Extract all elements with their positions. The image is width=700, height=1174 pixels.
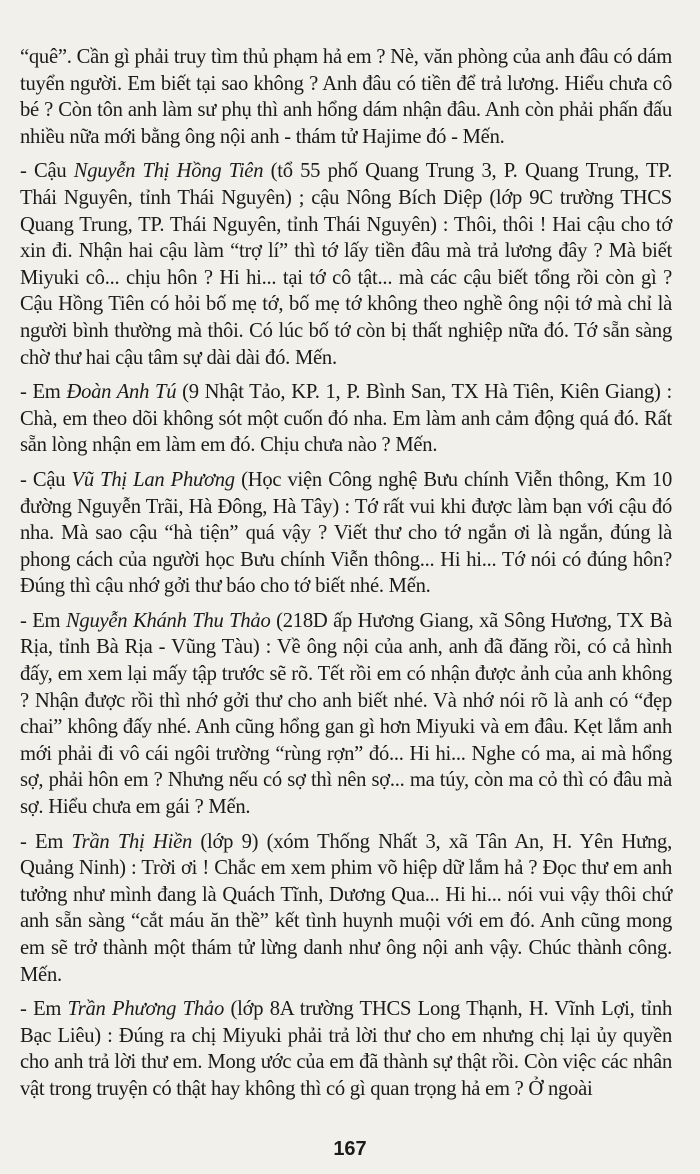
paragraph-prefix: - Em xyxy=(20,609,66,632)
page-number: 167 xyxy=(333,1138,367,1160)
paragraph xyxy=(20,158,672,371)
paragraph-prefix: - Cậu xyxy=(20,468,72,491)
recipient-name: Vũ Thị Lan Phương xyxy=(71,468,235,491)
recipient-name: Đoàn Anh Tú xyxy=(66,381,177,404)
paragraph-text: (lớp 9) (xóm Thống Nhất 3, xã Tân An, H. Yên Hưng, Quảng Ninh) : Trời ơi ! Chắc em xem phim võ hiệp dữ lắm hả ? Đọc thư em anh tưởng như mình đang là Quách Tĩnh, Dương Qua... Hi hi... nói vui vậy thôi chứ anh sẵn sàng “cắt máu ăn thề” kết tình huynh muội với em đó. Anh cũng mong em sẽ trở thành một thám tử lừng danh như ông nội anh vậy. Chúc thành công. Mến. xyxy=(20,830,672,986)
paragraph-prefix: - Em xyxy=(20,830,72,853)
paragraph xyxy=(20,996,672,1102)
paragraph-text: (9 Nhật Tảo, KP. 1, P. Bình San, TX Hà Tiên, Kiên Giang) : Chà, em theo dõi không sót một cuốn đó nha. Em làm anh cảm động quá đó. Rất sẵn lòng nhận em làm em đó. Chịu chưa nào ? Mến. xyxy=(20,381,672,457)
paragraph-prefix: - Em xyxy=(20,381,67,404)
recipient-name: Trần Thị Hiền xyxy=(71,830,193,853)
paragraph-text: (tổ 55 phố Quang Trung 3, P. Quang Trung, TP. Thái Nguyên, tỉnh Thái Nguyên) ; cậu Nông Bích Diệp (lớp 9C trường THCS Quang Trung, TP. Thái Nguyên, tỉnh Thái Nguyên) : Thôi, thôi ! Hai cậu cho tớ xin đi. Nhận hai cậu làm “trợ lí” thì tớ lấy tiền đâu mà trả lương đây ? Mà biết Miyuki cô... chịu hôn ? Hi hi... tại tớ cô tật... mà các cậu biết tổng rồi còn gì ? Cậu Hồng Tiên có hỏi bố mẹ tớ, bố mẹ tớ không theo nghề ông nội tớ mà chỉ là người bình thường mà thôi. Có lúc bố tớ còn bị thất nghiệp nữa đó. Tớ sẵn sàng chờ thư hai cậu tâm sự dài dài đó. Mến. xyxy=(20,160,672,369)
paragraph-text: “quê”. Cần gì phải truy tìm thủ phạm hả em ? Nè, văn phòng của anh đâu có dám tuyển người. Em biết tại sao không ? Anh đâu có tiền để trả lương. Hiểu chưa cô bé ? Còn tôn anh làm sư phụ thì anh hổng dám nhận đâu. Anh còn phải phấn đấu nhiều nữa mới bằng ông nội anh - thám tử Hajime đó - Mến. xyxy=(20,46,672,148)
paragraph xyxy=(20,379,672,459)
paragraph-text: (Học viện Công nghệ Bưu chính Viễn thông, Km 10 đường Nguyễn Trãi, Hà Đông, Hà Tây) : Tớ rất vui khi được làm bạn với cậu đó nha. Mà sao cậu “hà tiện” quá vậy ? Viết thư cho tớ ngắn ơi là ngắn, đúng là phong cách của người học Bưu chính Viễn thông... Hi hi... Tớ nói có đúng hôn? Đúng thì cậu nhớ gởi thư báo cho tớ biết nhé. Mến. xyxy=(20,468,672,598)
paragraph xyxy=(20,829,672,989)
paragraph-text: (218D ấp Hương Giang, xã Sông Hương, TX Bà Rịa, tỉnh Bà Rịa - Vũng Tàu) : Về ông nội của anh, anh đã đăng rồi, có cả hình đấy, em xem lại mấy tập trước sẽ rõ. Tết rồi em có nhận được ảnh của anh không ? Nhận được rồi thì nhớ gởi thư cho anh biết nhé. Và nhớ nói rõ là anh có “đẹp chai” không đấy nhé. Anh cũng hổng gan gì hơn Miyuki và em đâu. Kẹt lắm anh mới phải đi vô cái ngôi trường “rùng rợn” đó... Hi hi... Nghe có ma, ai mà hổng sợ, phải hôn em ? Nhưng nếu có sợ thì nên sợ... ma túy, còn ma cỏ thì có đâu mà sợ. Hiểu chưa em gái ? Mến. xyxy=(20,609,672,819)
letters-column xyxy=(20,44,672,1103)
paragraph-prefix: - Cậu xyxy=(20,160,74,183)
recipient-name: Nguyễn Thị Hồng Tiên xyxy=(73,160,264,183)
paragraph xyxy=(20,44,672,150)
recipient-name: Trần Phương Thảo xyxy=(67,998,225,1021)
paragraph xyxy=(20,467,672,600)
recipient-name: Nguyễn Khánh Thu Thảo xyxy=(65,609,271,632)
paragraph-text: (lớp 8A trường THCS Long Thạnh, H. Vĩnh Lợi, tỉnh Bạc Liêu) : Đúng ra chị Miyuki phải trả lời thư cho em nhưng chị lại ủy quyền cho anh trả lời thư em. Mong ước của em đã thành sự thật rồi. Còn việc các nhân vật trong truyện có thật hay không thì có gì quan trọng hả em ? Ở ngoài xyxy=(20,998,672,1100)
paragraph-prefix: - Em xyxy=(20,998,68,1021)
paragraph xyxy=(20,608,672,821)
